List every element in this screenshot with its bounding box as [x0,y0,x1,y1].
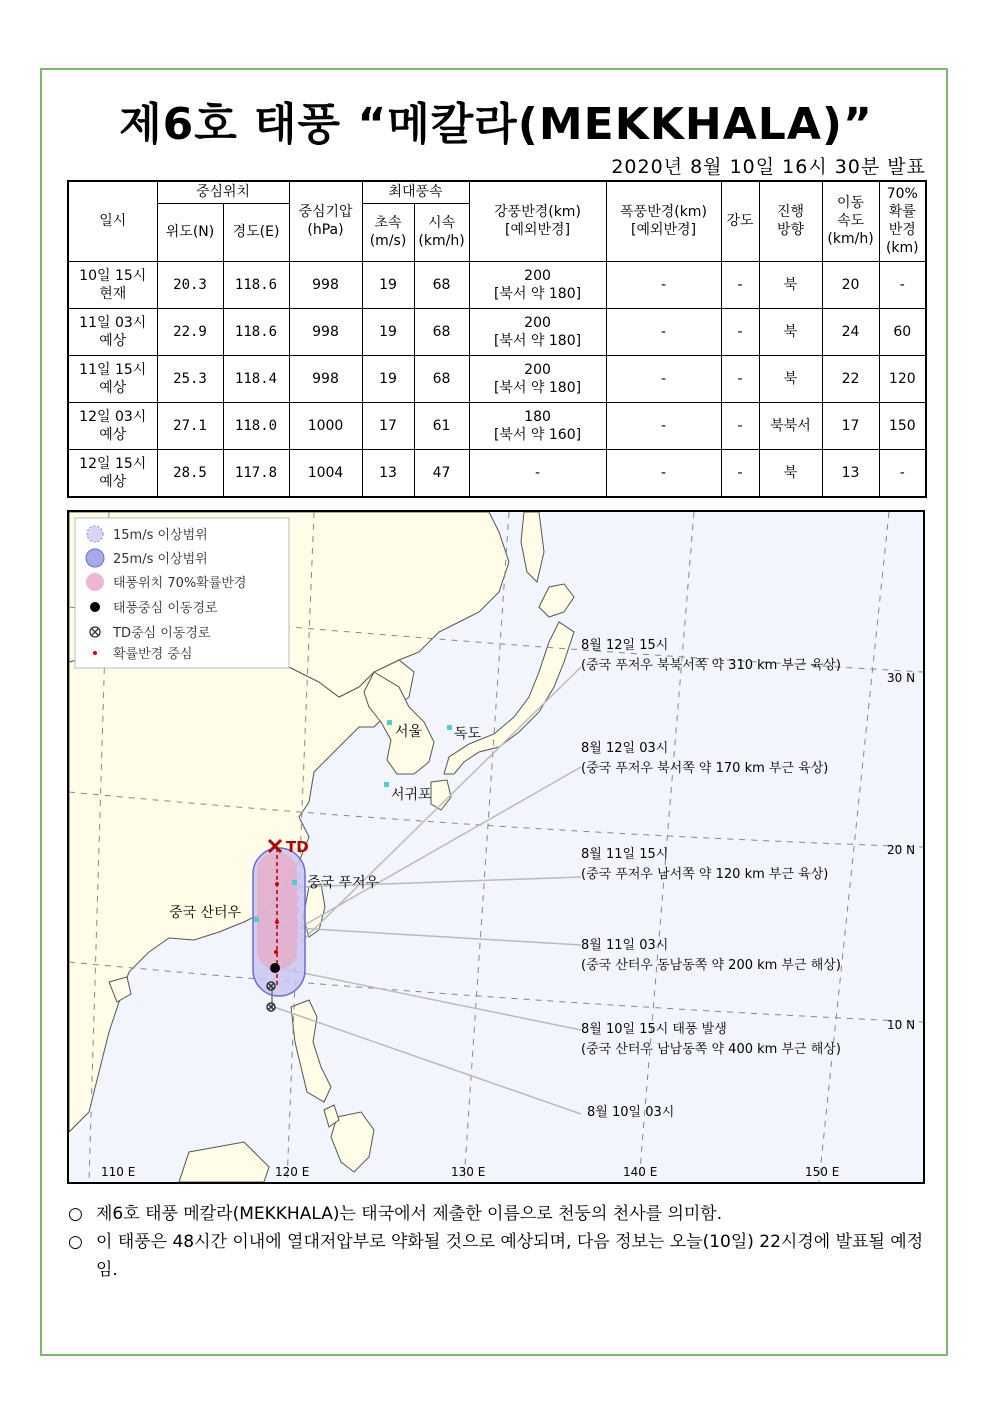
label-fuzhou: 중국 푸저우 [307,875,380,891]
lon-label-110: 110 E [101,1165,136,1179]
cell-prob-radius: - [879,449,926,497]
legend-prob-center: 확률반경 중심 [113,647,193,662]
issued-time: 2020년 8월 10일 16시 30분 발표 [611,156,926,178]
page-title: 제6호 태풍 “메칼라(MEKKHALA)” [119,99,873,150]
cell-storm-radius: - [606,402,721,449]
cell-intensity: - [721,449,759,497]
annotation-3-time: 8월 11일 15시 [581,847,669,862]
forecast-row [68,402,926,449]
legend-track: 태풍중심 이동경로 [113,601,218,616]
cell-speed: 17 [822,402,879,449]
header-maxwind: 최대풍속 [362,181,469,203]
cell-lat: 28.5 [157,449,223,497]
label-dokdo: 독도 [454,726,482,742]
annotation-1-desc: (중국 푸저우 북북서쪽 약 310 km 부근 육상) [581,658,841,673]
cell-ms: 19 [362,261,414,308]
cell-prob-radius: - [879,261,926,308]
notes [68,1200,928,1284]
annotation-2-desc: (중국 푸저우 북서쪽 약 170 km 부근 육상) [581,761,829,776]
cell-pressure: 998 [289,308,362,355]
cell-time: 10일 15시 현재 [68,261,157,308]
cell-kmh: 68 [414,261,469,308]
cell-ms: 19 [362,308,414,355]
cell-intensity: - [721,308,759,355]
cell-lat: 22.9 [157,308,223,355]
forecast-row [68,449,926,497]
cell-strong-radius: 200 [북서 약 180] [469,355,606,402]
cell-intensity: - [721,261,759,308]
header-center: 중심위치 [157,181,289,203]
cell-speed: 24 [822,308,879,355]
annotation-6-time: 8월 10일 03시 [587,1105,675,1120]
cell-time: 11일 03시 예상 [68,308,157,355]
cell-lat: 27.1 [157,402,223,449]
forecast-table [67,180,927,498]
cell-time: 12일 03시 예상 [68,402,157,449]
header-storm-radius: 폭풍반경(km) [예외반경] [606,181,721,261]
annotation-5-desc: (중국 산터우 남남동쪽 약 400 km 부근 해상) [581,1042,841,1057]
cell-kmh: 68 [414,355,469,402]
header-lon: 경도(E) [223,203,289,261]
forecast-row [68,308,926,355]
cell-strong-radius: 180 [북서 약 160] [469,402,606,449]
header-speed: 이동 속도 (km/h) [822,181,879,261]
lon-label-120: 120 E [275,1165,310,1179]
lon-label-130: 130 E [451,1165,486,1179]
label-seogwipo: 서귀포 [391,787,432,803]
cell-lon: 117.8 [223,449,289,497]
annotation-5-time: 8월 10일 15시 태풍 발생 [581,1022,727,1037]
cell-speed: 22 [822,355,879,402]
annotation-3-desc: (중국 푸저우 남서쪽 약 120 km 부근 육상) [581,867,829,882]
annotation-2-time: 8월 12일 03시 [581,741,669,756]
header-intensity: 강도 [721,181,759,261]
legend-r15: 15m/s 이상범위 [113,528,208,543]
cell-lat: 25.3 [157,355,223,402]
cell-ms: 19 [362,355,414,402]
cell-direction: 북 [759,261,822,308]
cell-prob-radius: 60 [879,308,926,355]
cell-storm-radius: - [606,449,721,497]
map-legend [75,518,289,668]
cell-intensity: - [721,355,759,402]
annotation-4-desc: (중국 산터우 동남동쪽 약 200 km 부근 해상) [581,958,841,973]
cell-strong-radius: 200 [북서 약 180] [469,261,606,308]
cell-speed: 13 [822,449,879,497]
cell-direction: 북북서 [759,402,822,449]
typhoon-track-map [67,510,925,1184]
header-lat: 위도(N) [157,203,223,261]
cell-kmh: 47 [414,449,469,497]
cell-prob-radius: 150 [879,402,926,449]
legend-td-track: TD중심 이동경로 [113,626,211,641]
legend-prob: 태풍위치 70%확률반경 [113,576,247,591]
header-kmh: 시속 (km/h) [414,203,469,261]
lon-label-140: 140 E [623,1165,658,1179]
cell-direction: 북 [759,308,822,355]
cell-lon: 118.6 [223,261,289,308]
header-time: 일시 [68,181,157,261]
cell-lon: 118.0 [223,402,289,449]
label-td: TD [286,838,309,856]
annotation-4-time: 8월 11일 03시 [581,938,669,953]
forecast-row [68,261,926,308]
cell-ms: 13 [362,449,414,497]
cell-storm-radius: - [606,355,721,402]
cell-ms: 17 [362,402,414,449]
cell-lon: 118.4 [223,355,289,402]
cell-direction: 북 [759,355,822,402]
cell-prob-radius: 120 [879,355,926,402]
cell-direction: 북 [759,449,822,497]
cell-kmh: 61 [414,402,469,449]
cell-strong-radius: 200 [북서 약 180] [469,308,606,355]
lat-label-30: 30 N [887,671,916,685]
lon-label-150: 150 E [805,1165,840,1179]
header-pressure: 중심기압 (hPa) [289,181,362,261]
cell-kmh: 68 [414,308,469,355]
legend-r25: 25m/s 이상범위 [113,552,208,567]
cell-pressure: 998 [289,355,362,402]
typhoon-center-icon [270,963,280,973]
note-1: ○ 제6호 태풍 메칼라(MEKKHALA)는 태국에서 제출한 이름으로 천둥의 천사를 의미함. [68,1204,723,1224]
cell-lon: 118.6 [223,308,289,355]
cell-intensity: - [721,402,759,449]
cell-storm-radius: - [606,308,721,355]
annotation-1-time: 8월 12일 15시 [581,638,669,653]
note-2: ○ 이 태풍은 48시간 이내에 열대저압부로 약화될 것으로 예상되며, 다음 정보는 오늘(10일) 22시경에 발표될 예정임. [68,1232,924,1280]
header-prob-radius: 70% 확률 반경 (km) [879,181,926,261]
cell-strong-radius: - [469,449,606,497]
header-ms: 초속 (m/s) [362,203,414,261]
header-strong-radius: 강풍반경(km) [예외반경] [469,181,606,261]
lat-label-20: 20 N [887,843,916,857]
cell-time: 11일 15시 예상 [68,355,157,402]
lat-label-10: 10 N [887,1018,916,1032]
label-shantou: 중국 산터우 [169,905,242,921]
cell-lat: 20.3 [157,261,223,308]
label-seoul: 서울 [395,724,423,740]
cell-speed: 20 [822,261,879,308]
cell-time: 12일 15시 예상 [68,449,157,497]
cell-pressure: 998 [289,261,362,308]
cell-storm-radius: - [606,261,721,308]
forecast-row [68,355,926,402]
cell-pressure: 1004 [289,449,362,497]
header-direction: 진행 방향 [759,181,822,261]
cell-pressure: 1000 [289,402,362,449]
